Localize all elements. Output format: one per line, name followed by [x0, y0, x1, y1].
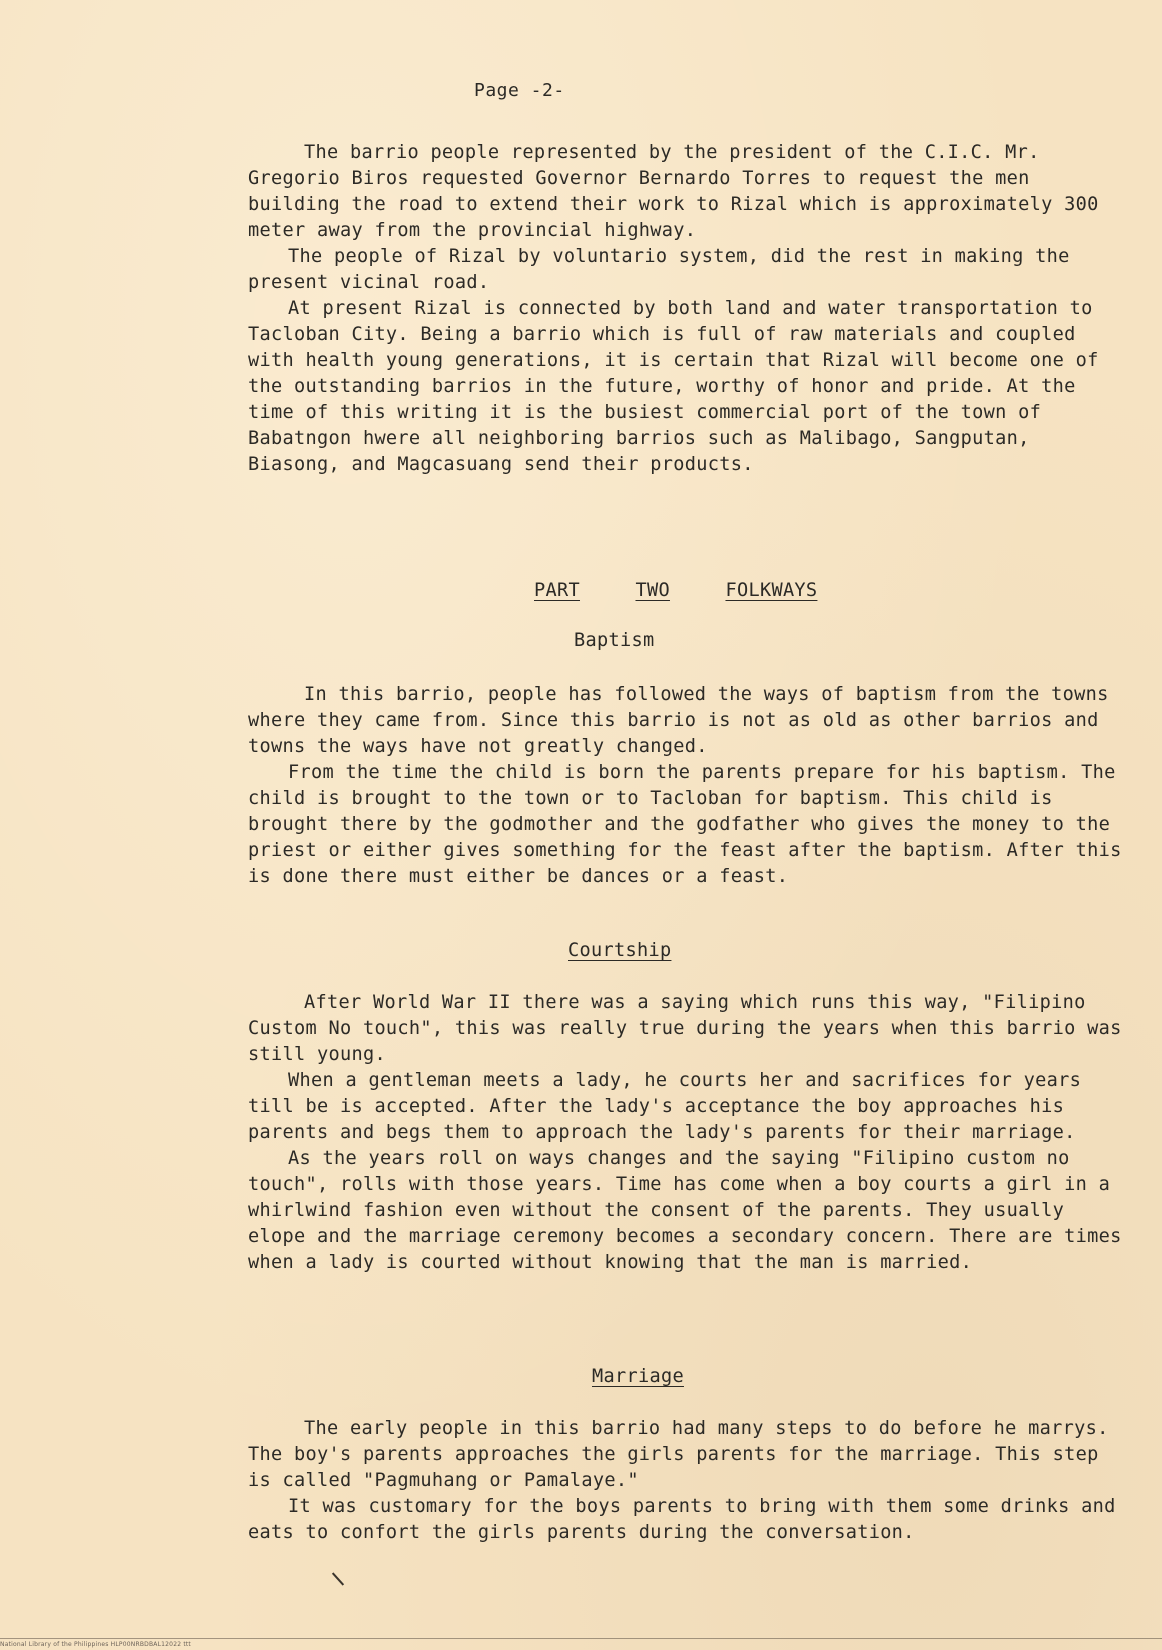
marriage-title: Marriage	[592, 1366, 684, 1387]
courtship-paragraph-3: As the years roll on ways changes and the saying "Filipino custom no touch", rolls with those years. Time has come when a boy courts a girl in a whirlwind fashion even without the consent of the parents. They usually elope and the marriage ceremony becomes a secondary concern. There are times when a lady is courted without knowing that the man is married.	[248, 1148, 1122, 1273]
courtship-title: Courtship	[568, 940, 672, 961]
baptism-paragraph-2: From the time the child is born the parents prepare for his baptism. The child is brought to the town or to Tacloban for baptism. This child is brought there by the godmother and the godfather who gives the money to the priest or either gives something for the feast after the baptism. After this is done there must either be dances or a feast.	[248, 762, 1122, 887]
marriage-paragraph-1: The early people in this barrio had many steps to do before he marrys. The boy's parents approaches the girls parents for the marriage. This step is called "Pagmuhang or Pamalaye."	[248, 1418, 1109, 1491]
courtship-paragraph-2: When a gentleman meets a lady, he courts her and sacrifices for years till be is accepted. After the lady's acceptance the boy approaches his parents and begs them to approach the lady's parents for their marriage.	[248, 1070, 1082, 1143]
baptism-title: Baptism	[574, 630, 655, 651]
footer-caption: National Library of the Philippines HLP00NRBDBAL12022 ttt	[0, 1641, 191, 1648]
intro-section	[248, 140, 1128, 478]
intro-paragraph-3: At present Rizal is connected by both land and water transportation to Tacloban City. Being a barrio which is full of raw materials and coupled with health young generations, it is certain that Rizal will become one of the outstanding barrios in the future, worthy of honor and pride. At the time of this writing it is the busiest commercial port of the town of Babatngon hwere all neighboring barrios such as Malibago, Sangputan, Biasong, and Magcasuang send their products.	[248, 298, 1099, 475]
marriage-section	[248, 1416, 1128, 1546]
pen-mark	[332, 1572, 344, 1585]
part-heading-word-3: FOLKWAYS	[725, 580, 818, 601]
part-heading	[534, 580, 817, 601]
baptism-section	[248, 682, 1128, 890]
page-header: Page -2-	[474, 80, 565, 101]
baptism-paragraph-1: In this barrio, people has followed the ways of baptism from the towns where they came from. Since this barrio is not as old as other barrios and towns the ways have not greatly changed.	[248, 684, 1109, 757]
intro-paragraph-2: The people of Rizal by voluntario system, did the rest in making the present vicinal road.	[248, 246, 1070, 293]
part-heading-word-1: PART	[534, 580, 580, 601]
courtship-section	[248, 990, 1128, 1276]
bottom-divider	[0, 1638, 1162, 1639]
intro-paragraph-1: The barrio people represented by the president of the C.I.C. Mr. Gregorio Biros requested Governor Bernardo Torres to request the men building the road to extend their work to Rizal which is approximately 300 meter away from the provincial highway.	[248, 142, 1099, 241]
courtship-paragraph-1: After World War II there was a saying which runs this way, "Filipino Custom No touch", this was really true during the years when this barrio was still young.	[248, 992, 1122, 1065]
marriage-paragraph-2: It was customary for the boys parents to bring with them some drinks and eats to confort the girls parents during the conversation.	[248, 1496, 1116, 1543]
part-heading-word-2: TWO	[635, 580, 670, 601]
